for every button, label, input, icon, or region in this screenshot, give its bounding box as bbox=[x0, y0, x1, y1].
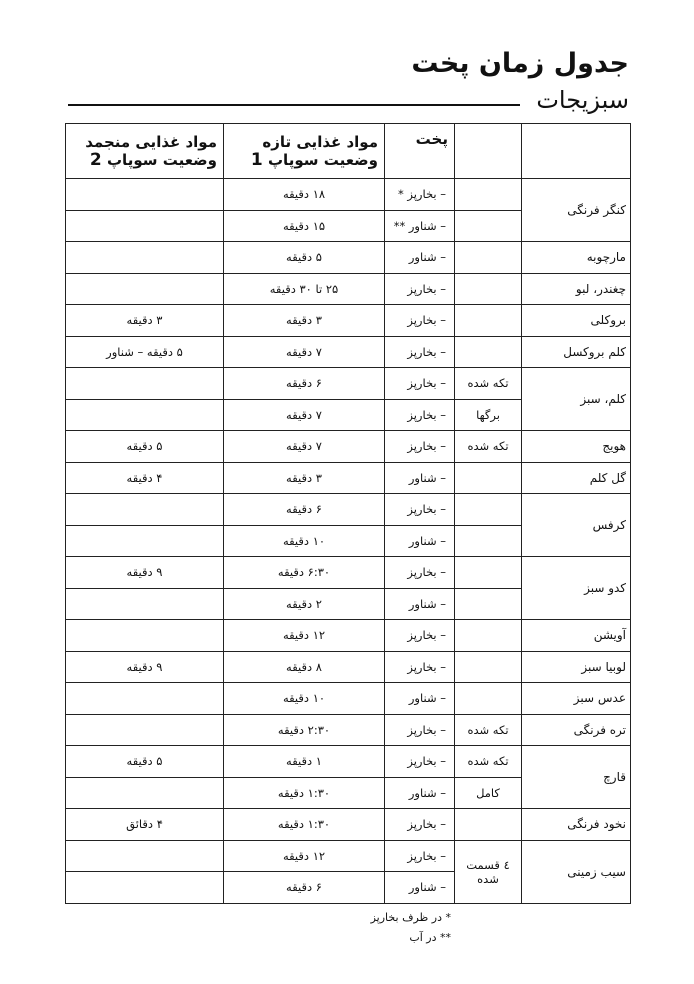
prep-note bbox=[455, 651, 522, 683]
frozen-time bbox=[66, 588, 224, 620]
vegetable-name: سیب زمینی bbox=[522, 840, 631, 903]
vegetable-name: هویج bbox=[522, 431, 631, 463]
table-row bbox=[66, 462, 631, 494]
fresh-time: ۱۰ دقیقه bbox=[224, 683, 385, 715]
fresh-time: ۶ دقیقه bbox=[224, 368, 385, 400]
page-subtitle: سبزیجات bbox=[536, 86, 629, 114]
cooking-method: – بخارپز bbox=[385, 431, 455, 463]
frozen-time bbox=[66, 179, 224, 211]
table-row bbox=[66, 651, 631, 683]
fresh-time: ۳ دقیقه bbox=[224, 305, 385, 337]
frozen-time bbox=[66, 210, 224, 242]
prep-note bbox=[455, 336, 522, 368]
cooking-method: – بخارپز bbox=[385, 368, 455, 400]
footnotes bbox=[371, 908, 451, 948]
cooking-method: – بخارپز bbox=[385, 746, 455, 778]
fresh-time: ۷ دقیقه bbox=[224, 431, 385, 463]
fresh-time: ۶ دقیقه bbox=[224, 494, 385, 526]
fresh-time: ۲:۳۰ دقیقه bbox=[224, 714, 385, 746]
table-row bbox=[66, 273, 631, 305]
fresh-time: ۵ دقیقه bbox=[224, 242, 385, 274]
cooking-method: – شناور bbox=[385, 588, 455, 620]
vegetable-name: قارچ bbox=[522, 746, 631, 809]
header-frozen-line1: مواد غذایی منجمد bbox=[85, 133, 217, 151]
fresh-time: ۱۲ دقیقه bbox=[224, 620, 385, 652]
prep-note: تکه شده bbox=[455, 431, 522, 463]
vegetable-name: کلم بروکسل bbox=[522, 336, 631, 368]
frozen-time bbox=[66, 273, 224, 305]
fresh-time: ۶:۳۰ دقیقه bbox=[224, 557, 385, 589]
footnote-water: ** در آب bbox=[409, 931, 451, 944]
header-fresh-line2: وضعیت سوپاپ bbox=[267, 151, 378, 169]
prep-note bbox=[455, 210, 522, 242]
vegetable-name: کنگر فرنگی bbox=[522, 179, 631, 242]
table-row bbox=[66, 368, 631, 400]
cooking-method: – بخارپز * bbox=[385, 179, 455, 211]
prep-note: ٤ قسمت شده bbox=[455, 840, 522, 903]
prep-note bbox=[455, 525, 522, 557]
vegetable-name: کرفس bbox=[522, 494, 631, 557]
table-row bbox=[66, 179, 631, 211]
fresh-time: ۶ دقیقه bbox=[224, 872, 385, 904]
header-fresh-num: 1 bbox=[250, 150, 263, 170]
fresh-time: ۷ دقیقه bbox=[224, 336, 385, 368]
frozen-time: ۹ دقیقه bbox=[66, 651, 224, 683]
cooking-method: – بخارپز bbox=[385, 620, 455, 652]
vegetable-name: آویشن bbox=[522, 620, 631, 652]
header-frozen bbox=[66, 124, 224, 179]
vegetable-name: گل کلم bbox=[522, 462, 631, 494]
cooking-time-table bbox=[65, 123, 631, 904]
header-fresh bbox=[224, 124, 385, 179]
fresh-time: ۲۵ تا ۳۰ دقیقه bbox=[224, 273, 385, 305]
cooking-method: – بخارپز bbox=[385, 840, 455, 872]
table-row bbox=[66, 809, 631, 841]
frozen-time bbox=[66, 840, 224, 872]
cooking-method: – بخارپز bbox=[385, 305, 455, 337]
table-row bbox=[66, 431, 631, 463]
table-row bbox=[66, 683, 631, 715]
table-body bbox=[66, 179, 631, 904]
cooking-method: – شناور bbox=[385, 683, 455, 715]
header-frozen-line2: وضعیت سوپاپ bbox=[106, 151, 217, 169]
vegetable-name: نخود فرنگی bbox=[522, 809, 631, 841]
frozen-time: ۴ دقائق bbox=[66, 809, 224, 841]
frozen-time bbox=[66, 242, 224, 274]
cooking-method: – شناور ** bbox=[385, 210, 455, 242]
table-row bbox=[66, 746, 631, 778]
frozen-time bbox=[66, 620, 224, 652]
fresh-time: ۲ دقیقه bbox=[224, 588, 385, 620]
title-rule bbox=[68, 104, 520, 106]
vegetable-name: کدو سبز bbox=[522, 557, 631, 620]
header-fresh-line1: مواد غذایی تازه bbox=[262, 133, 378, 151]
fresh-time: ۸ دقیقه bbox=[224, 651, 385, 683]
prep-note bbox=[455, 242, 522, 274]
cooking-method: – بخارپز bbox=[385, 557, 455, 589]
table-row bbox=[66, 557, 631, 589]
cooking-method: – شناور bbox=[385, 777, 455, 809]
fresh-time: ۳ دقیقه bbox=[224, 462, 385, 494]
prep-note bbox=[455, 179, 522, 211]
prep-note bbox=[455, 620, 522, 652]
frozen-time bbox=[66, 368, 224, 400]
page-title: جدول زمان پخت bbox=[411, 48, 629, 79]
cooking-method: – شناور bbox=[385, 525, 455, 557]
fresh-time: ۱:۳۰ دقیقه bbox=[224, 777, 385, 809]
table-header-row bbox=[66, 124, 631, 179]
frozen-time: ۳ دقیقه bbox=[66, 305, 224, 337]
vegetable-name: تره فرنگی bbox=[522, 714, 631, 746]
prep-note: برگها bbox=[455, 399, 522, 431]
frozen-time bbox=[66, 494, 224, 526]
header-method: پخت bbox=[385, 124, 455, 179]
vegetable-name: مارچوبه bbox=[522, 242, 631, 274]
fresh-time: ۱۵ دقیقه bbox=[224, 210, 385, 242]
frozen-time bbox=[66, 714, 224, 746]
prep-note bbox=[455, 557, 522, 589]
frozen-time bbox=[66, 525, 224, 557]
cooking-method: – بخارپز bbox=[385, 714, 455, 746]
table-row bbox=[66, 714, 631, 746]
cooking-method: – بخارپز bbox=[385, 651, 455, 683]
cooking-method: – بخارپز bbox=[385, 809, 455, 841]
fresh-time: ۱:۳۰ دقیقه bbox=[224, 809, 385, 841]
cooking-method: – شناور bbox=[385, 462, 455, 494]
header-prep bbox=[455, 124, 522, 179]
prep-note: کامل bbox=[455, 777, 522, 809]
fresh-time: ۱۲ دقیقه bbox=[224, 840, 385, 872]
frozen-time: ۵ دقیقه – شناور bbox=[66, 336, 224, 368]
table-row bbox=[66, 336, 631, 368]
fresh-time: ۷ دقیقه bbox=[224, 399, 385, 431]
frozen-time: ۴ دقیقه bbox=[66, 462, 224, 494]
frozen-time bbox=[66, 399, 224, 431]
vegetable-name: بروکلی bbox=[522, 305, 631, 337]
vegetable-name: لوبیا سبز bbox=[522, 651, 631, 683]
prep-note bbox=[455, 588, 522, 620]
header-vegetable bbox=[522, 124, 631, 179]
prep-note: تکه شده bbox=[455, 368, 522, 400]
fresh-time: ۱۸ دقیقه bbox=[224, 179, 385, 211]
prep-note bbox=[455, 305, 522, 337]
table-row bbox=[66, 494, 631, 526]
frozen-time: ۹ دقیقه bbox=[66, 557, 224, 589]
table-row bbox=[66, 305, 631, 337]
vegetable-name: کلم، سبز bbox=[522, 368, 631, 431]
cooking-method: – شناور bbox=[385, 242, 455, 274]
prep-note bbox=[455, 683, 522, 715]
footnote-steamer: * در ظرف بخارپز bbox=[370, 911, 451, 924]
frozen-time bbox=[66, 683, 224, 715]
header-frozen-num: 2 bbox=[89, 150, 102, 170]
frozen-time bbox=[66, 777, 224, 809]
prep-note bbox=[455, 462, 522, 494]
cooking-method: – بخارپز bbox=[385, 273, 455, 305]
prep-note bbox=[455, 494, 522, 526]
frozen-time bbox=[66, 872, 224, 904]
vegetable-name: عدس سبز bbox=[522, 683, 631, 715]
prep-note bbox=[455, 809, 522, 841]
cooking-method: – شناور bbox=[385, 872, 455, 904]
cooking-method: – بخارپز bbox=[385, 399, 455, 431]
fresh-time: ۱ دقیقه bbox=[224, 746, 385, 778]
table-row bbox=[66, 840, 631, 872]
cooking-method: – بخارپز bbox=[385, 336, 455, 368]
table-row bbox=[66, 620, 631, 652]
prep-note: تکه شده bbox=[455, 714, 522, 746]
table-row bbox=[66, 242, 631, 274]
fresh-time: ۱۰ دقیقه bbox=[224, 525, 385, 557]
frozen-time: ۵ دقیقه bbox=[66, 431, 224, 463]
vegetable-name: چغندر، لبو bbox=[522, 273, 631, 305]
prep-note bbox=[455, 273, 522, 305]
cooking-method: – بخارپز bbox=[385, 494, 455, 526]
prep-note: تکه شده bbox=[455, 746, 522, 778]
frozen-time: ۵ دقیقه bbox=[66, 746, 224, 778]
